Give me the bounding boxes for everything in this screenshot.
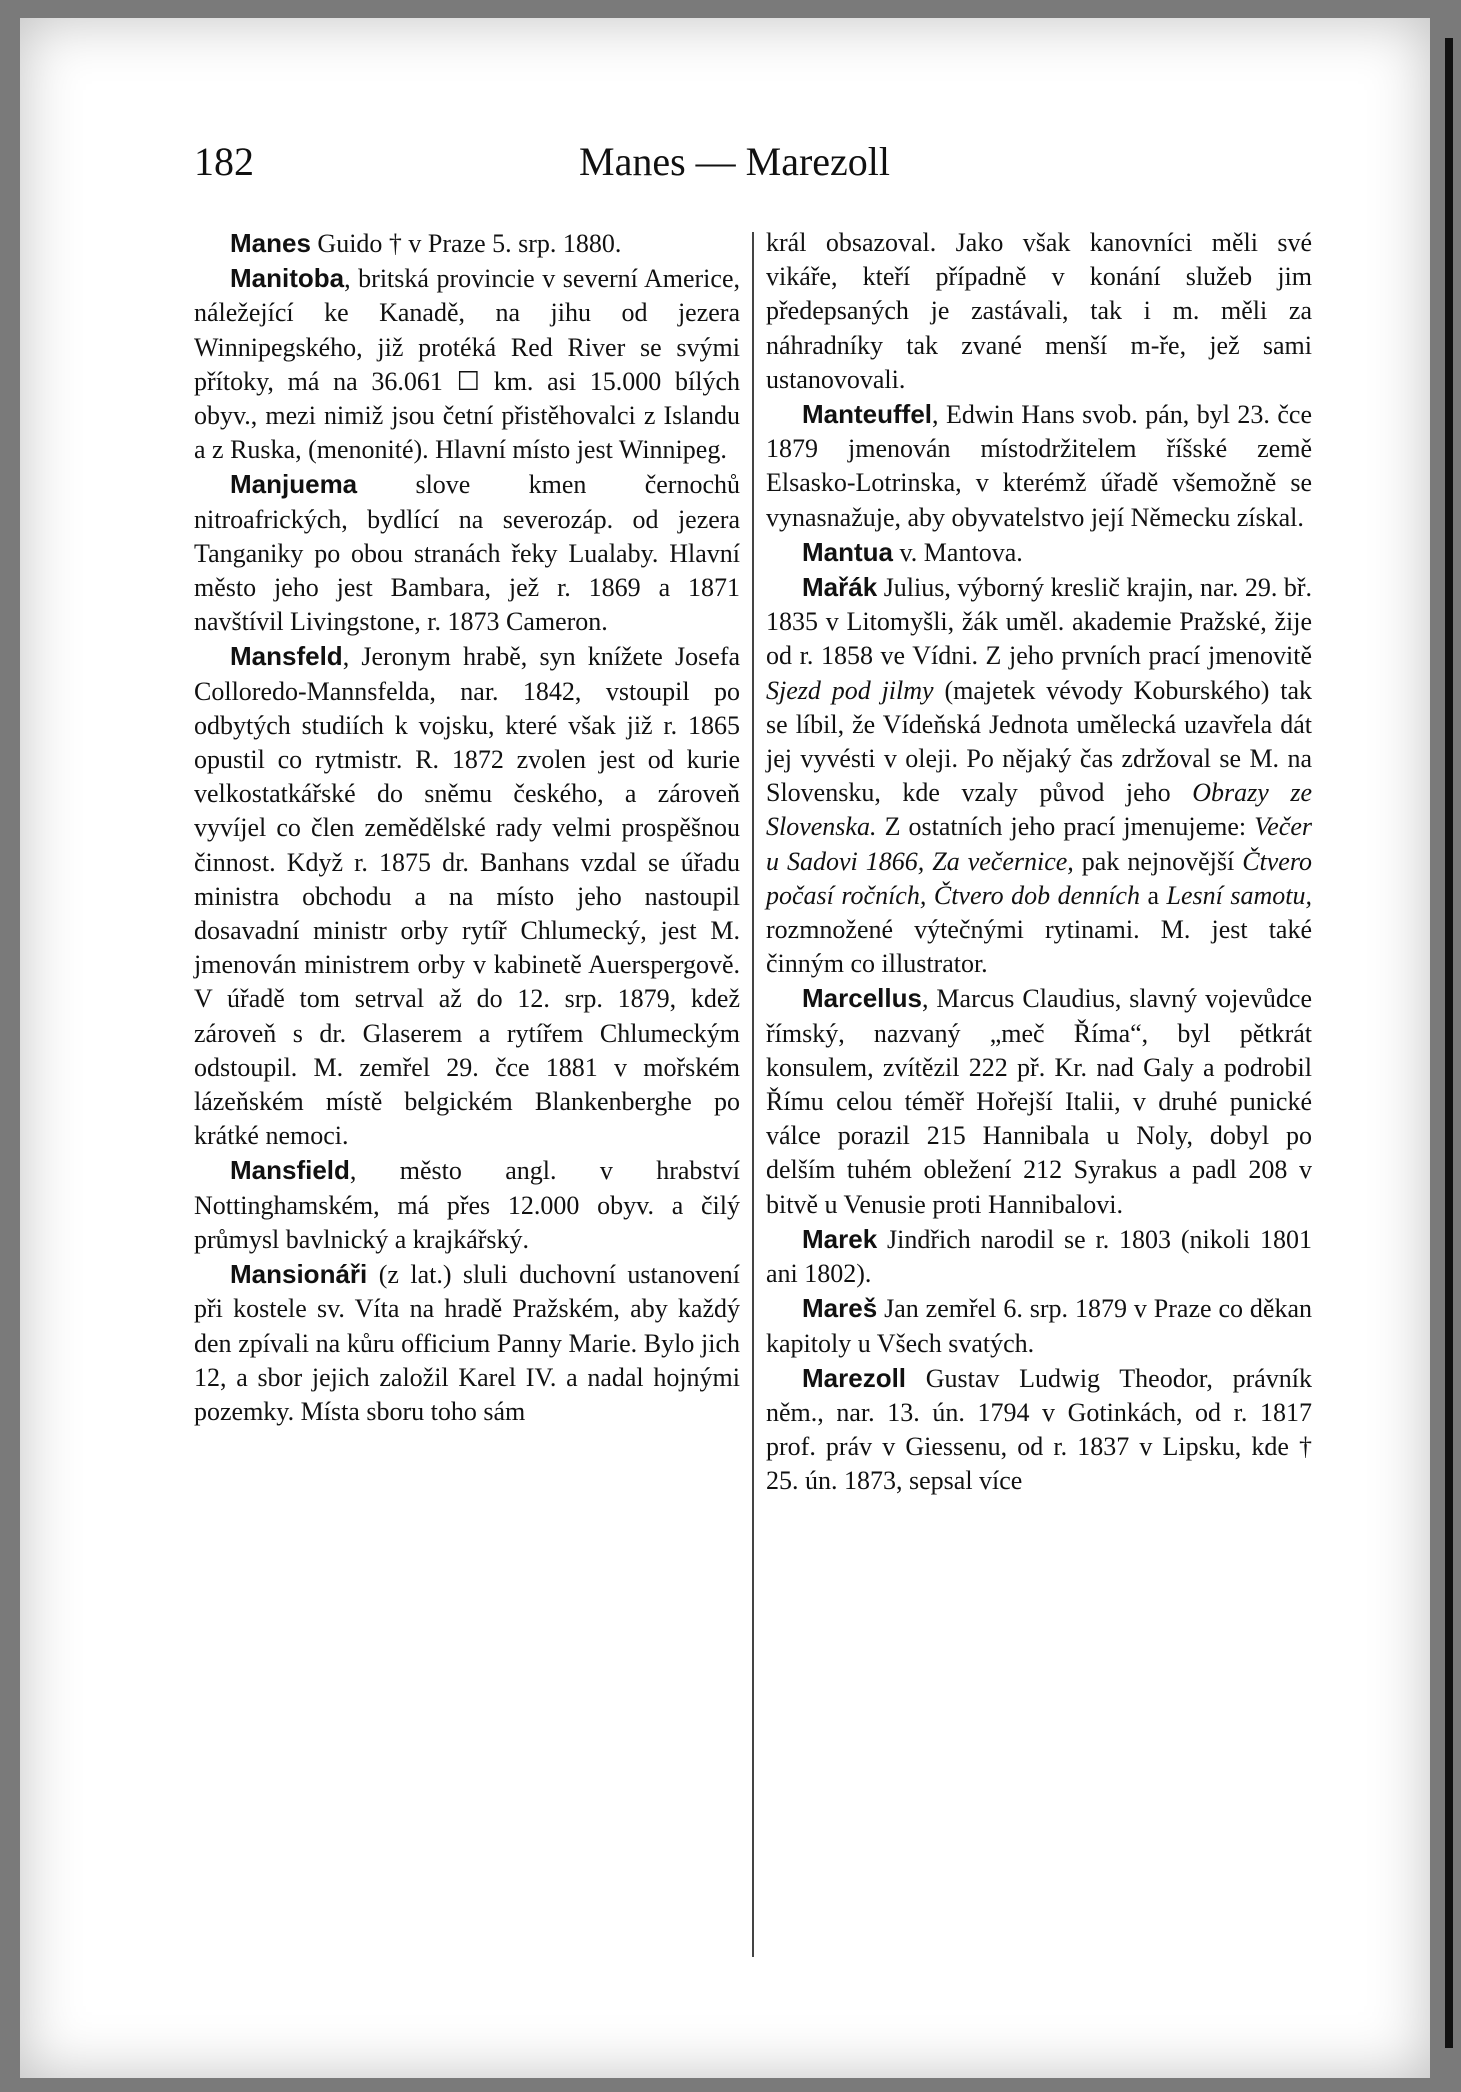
page-edge [1445, 38, 1453, 2048]
entry-manteuffel [766, 397, 1312, 535]
entry-marek [766, 1222, 1312, 1291]
right-column [766, 226, 1312, 1499]
entry-headword: Mansfeld [230, 641, 343, 672]
entry-manitoba [194, 261, 740, 467]
entry-text: Gustav Ludwig Theodor, právník něm., nar. 13. ún. 1794 v Gotinkách, od r. 1817 prof. práv v Giessenu, od r. 1837 v Lipsku, kde † 25. ún. 1873, sepsal více [766, 1363, 1312, 1496]
work-title: Obrazy ze Slovenska. [766, 778, 1312, 842]
entry-headword: Mansfield [230, 1155, 350, 1186]
work-title: Večer u Sadovi 1866, Za večernice, [766, 812, 1312, 876]
entry-headword: Marezoll [802, 1362, 907, 1393]
entry-headword: Manjuema [230, 469, 358, 500]
entry-headword: Marcellus [802, 983, 922, 1014]
entry-text: , Jeronym hrabě, syn knížete Josefa Colloredo-Mannsfelda, nar. 1842, vstoupil po odbytých studiích k vojsku, které však již r. 1865 opustil co rytmistr. R. 1872 zvolen jest od kurie velkostatkářské do sněmu českého, a zároveň vyvíjel co člen zemědělské rady velmi prospěšnou činnost. Když r. 1875 dr. Banhans vzdal se úřadu ministra obchodu a na místo jeho nastoupil dosavadní ministr orby rytíř Chlumecký, jest M. jmenován ministrem orby v kabinetě Auerspergově. V úřadě tom setrval až do 12. srp. 1879, kdež zároveň s dr. Glaserem a rytířem Chlumeckým odstoupil. M. zemřel 29. čce 1881 v mořském lázeňském místě belgickém Blankenberghe po krátké nemoci. [194, 642, 740, 1151]
column-divider [752, 232, 754, 1957]
entry-headword: Mareš [802, 1293, 878, 1324]
entry-headword: Manitoba [230, 263, 345, 294]
entry-marcellus [766, 981, 1312, 1221]
entry-manjuema [194, 467, 740, 639]
entry-manes [194, 226, 740, 261]
entry-text: a [1147, 880, 1160, 910]
entry-headword: Mantua [802, 536, 893, 567]
entry-text: , Marcus Claudius, slavný vojevůdce římský, nazvaný „meč Říma“, byl pětkrát konsulem, zvítězil 222 př. Kr. nad Galy a podrobil Římu celou téměř Hořejší Italii, v druhé punické válce porazil 215 Hannibala u Noly, dobyl po delším tuhém obležení 212 Syrakus a padl 208 v bitvě u Venusie proti Hannibalovi. [766, 984, 1312, 1219]
entry-mares [766, 1291, 1312, 1360]
page-number: 182 [194, 139, 254, 184]
entry-text: Jindřich narodil se r. 1803 (nikoli 1801 ani 1802). [766, 1224, 1313, 1289]
entry-headword: Mansionáři [230, 1259, 368, 1290]
work-title: Lesní samotu, [1166, 880, 1313, 910]
entry-text: (z lat.) sluli duchovní ustanovení při kostele sv. Víta na hradě Pražském, aby každý den zpívali na kůru officium Panny Marie. Bylo jich 12, a sbor jejich založil Karel IV. a nadal hojnými pozemky. Místa sboru toho sám [194, 1260, 741, 1426]
entry-text: rozmnožené výtečnými rytinami. M. jest také činným co illustrator. [766, 915, 1312, 979]
entry-headword: Marek [802, 1223, 878, 1254]
work-title: Sjezd pod jilmy [766, 675, 934, 705]
entry-text: slove kmen černochů nitroafrických, bydlící na severozáp. od jezera Tanganiky po obou stranách řeky Lualaby. Hlavní město jeho jest Bambara, jež r. 1869 a 1871 navštívil Livingstone, r. 1873 Cameron. [194, 470, 740, 637]
entry-headword: Manes [230, 228, 311, 258]
entry-text: pak nejnovější [1081, 846, 1235, 876]
entry-text: v. Mantova. [899, 537, 1023, 567]
entry-text: Guido † v Praze 5. srp. 1880. [317, 229, 622, 258]
entry-headword: Manteuffel [802, 399, 932, 430]
page-header [194, 138, 1320, 198]
entry-marak [766, 570, 1312, 981]
entry-text: , město angl. v hrabství Nottinghamském, má přes 12.000 obyv. a čilý průmysl bavlnický a krajkářský. [194, 1156, 740, 1254]
work-title: Čtvero počasí ročních, Čtvero dob denních [766, 846, 1312, 910]
entry-mantua [766, 535, 1312, 570]
entry-text: (majetek vévody Koburského) tak se líbil, že Vídeňská Jednota umělecká uzavřela dát jej vyvésti v oleji. Po nějaký čas zdržoval se M. na Slovensku, kde vzaly původ jeho [766, 675, 1312, 808]
continuation-text: král obsazoval. Jako však kanovníci měli své vikáře, kteří případně v konání služeb jim předepsaných je zastávali, tak i m. měli za náhradníky tak zvané menší m-ře, jež sami ustanovovali. [766, 228, 1312, 394]
entry-mansionari [194, 1257, 740, 1429]
entry-text: , britská provincie v severní Americe, náležející ke Kanadě, na jihu od jezera Winnipegského, již protéká Red River se svými přítoky, má na 36.061 ☐ km. asi 15.000 bílých obyv., mezi nimiž jsou četní přistěhovalci z Islandu a z Ruska, (menonité). Hlavní místo jest Winnipeg. [194, 264, 740, 465]
entry-headword: Mařák [802, 572, 878, 603]
entry-marezoll [766, 1361, 1312, 1499]
entry-mansfeld [194, 639, 740, 1153]
left-column [194, 226, 740, 1429]
entry-mansfield [194, 1153, 740, 1257]
entry-text: Julius, výborný kreslič krajin, nar. 29. bř. 1835 v Litomyšli, žák uměl. akademie Pražské, žije od r. 1858 ve Vídni. Z jeho prvních prací jmenovitě [766, 573, 1313, 671]
entry-text: , Edwin Hans svob. pán, byl 23. čce 1879 jmenován místodržitelem říšské země Elsasko-Lotrinska, v kterémž úřadě všemožně se vynasnažuje, aby obyvatelstvo její Německu získal. [766, 400, 1312, 532]
entry-text: Jan zemřel 6. srp. 1879 v Praze co děkan kapitoly u Všech svatých. [766, 1294, 1313, 1358]
running-head: Manes — Marezoll [579, 139, 891, 184]
entry-text: Z ostatních jeho prací jmenujeme: [884, 812, 1247, 842]
